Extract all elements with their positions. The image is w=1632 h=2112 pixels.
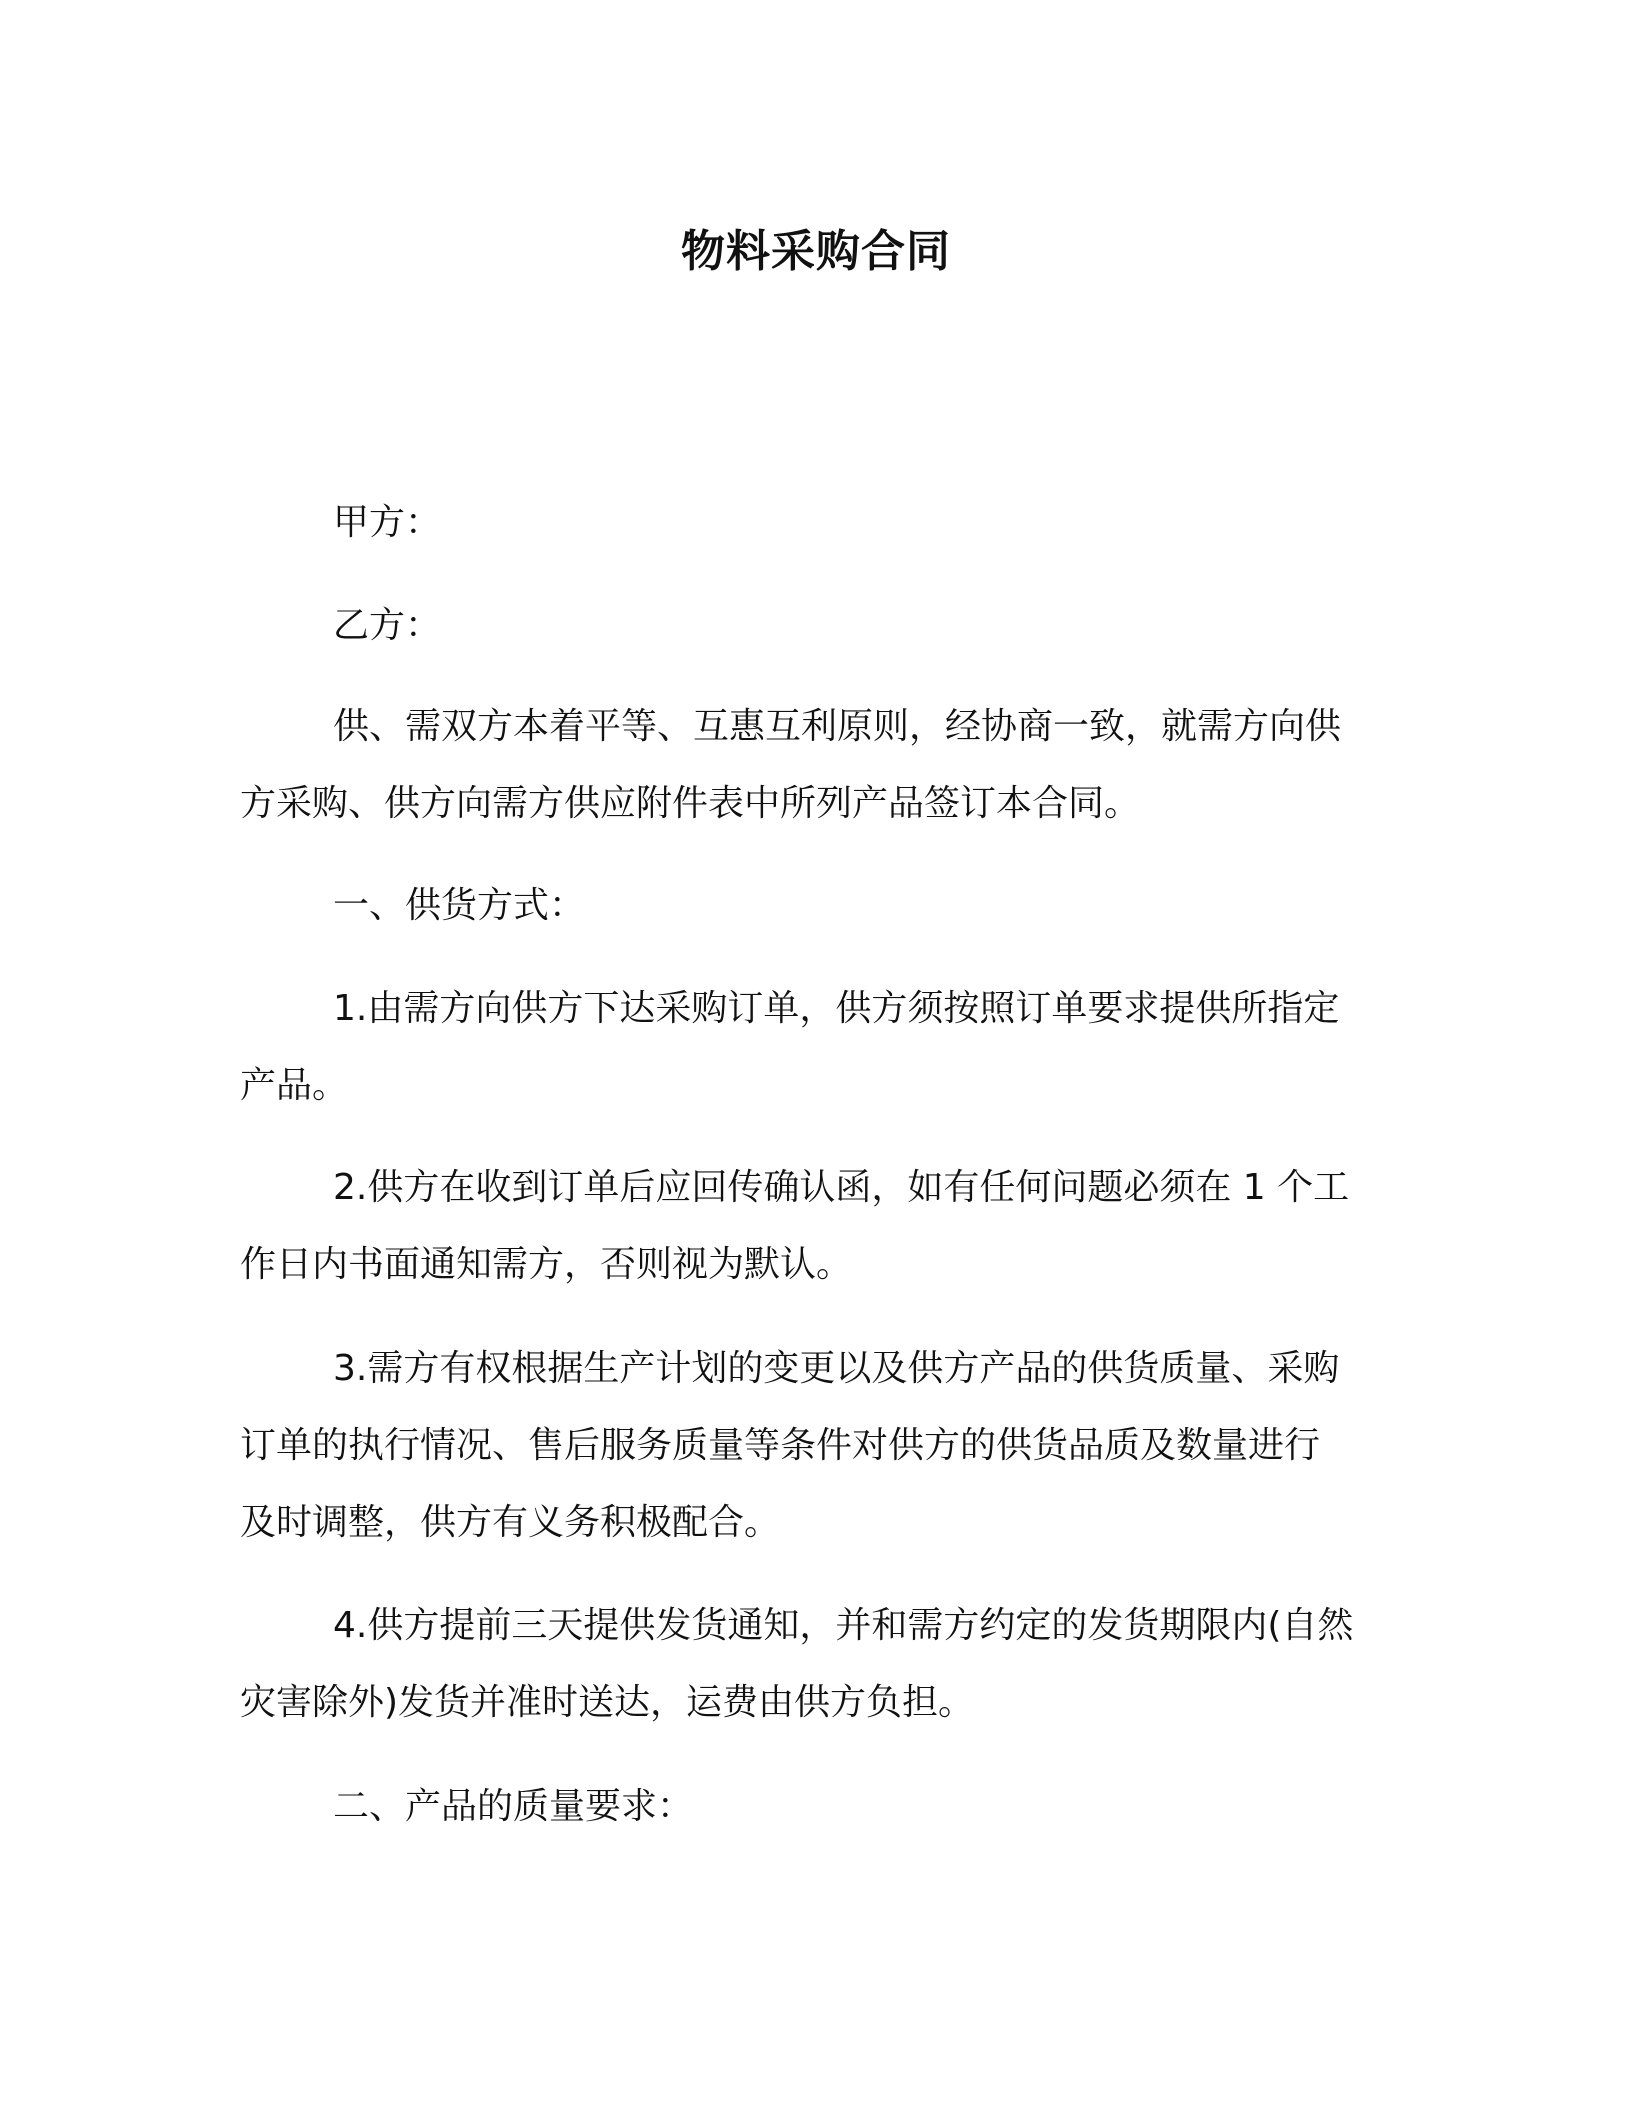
item-2-line-1: 2.供方在收到订单后应回传确认函，如有任何问题必须在 1 个工 [333, 1167, 1350, 1208]
party-b-line: 乙方： [333, 605, 442, 646]
document-title: 物料采购合同 [681, 226, 951, 277]
intro-paragraph-line-1: 供、需双方本着平等、互惠互利原则，经协商一致，就需方向供 [333, 706, 1342, 747]
party-a-line: 甲方： [333, 502, 442, 543]
item-2-line-2: 作日内书面通知需方，否则视为默认。 [240, 1244, 853, 1285]
item-1-line-1: 1.由需方向供方下达采购订单，供方须按照订单要求提供所指定 [333, 988, 1340, 1029]
item-4-line-2: 灾害除外)发货并准时送达，运费由供方负担。 [240, 1682, 975, 1723]
item-4-line-1: 4.供方提前三天提供发货通知，并和需方约定的发货期限内(自然 [333, 1605, 1354, 1646]
item-1-line-2: 产品。 [240, 1065, 349, 1106]
item-3-line-1: 3.需方有权根据生产计划的变更以及供方产品的供货质量、采购 [333, 1348, 1340, 1389]
intro-paragraph-line-2: 方采购、供方向需方供应附件表中所列产品签订本合同。 [240, 783, 1141, 824]
item-3-line-3: 及时调整，供方有义务积极配合。 [240, 1502, 781, 1543]
section-2-heading: 二、产品的质量要求： [333, 1786, 694, 1827]
item-3-line-2: 订单的执行情况、售后服务质量等条件对供方的供货品质及数量进行 [240, 1425, 1321, 1466]
section-1-heading: 一、供货方式： [333, 885, 586, 926]
